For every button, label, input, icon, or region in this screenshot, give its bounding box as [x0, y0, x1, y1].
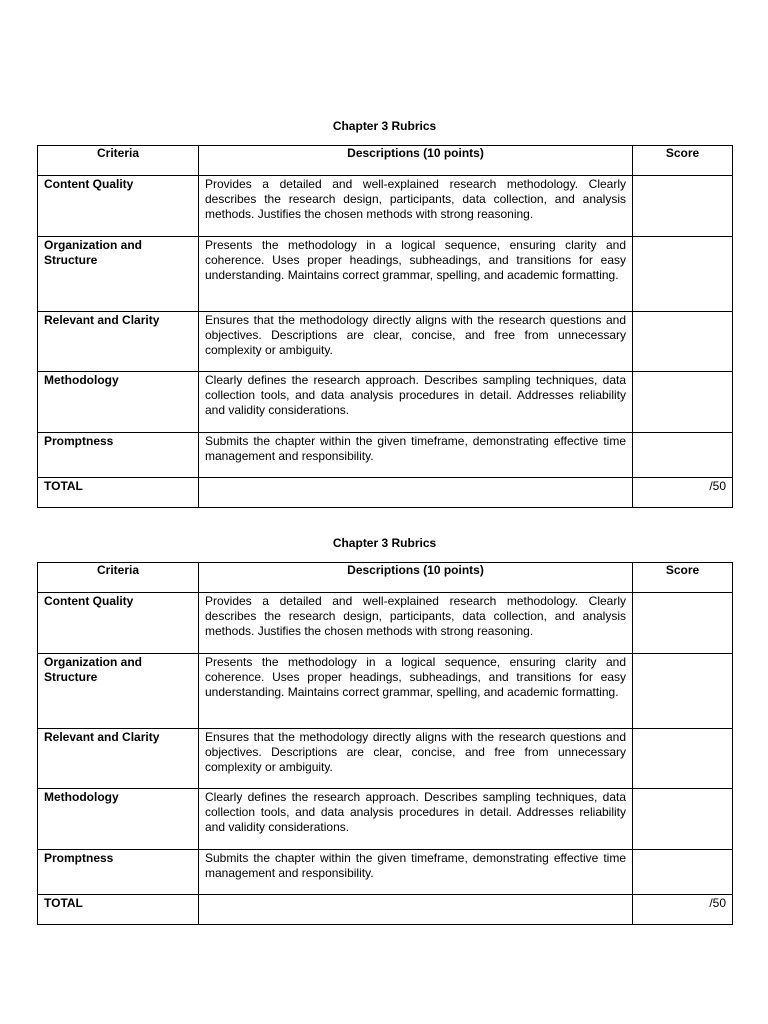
table-row [38, 237, 733, 312]
criteria-cell: Organization and Structure [38, 654, 199, 729]
table-row [38, 312, 733, 372]
table-header-row [38, 563, 733, 593]
description-cell: Clearly defines the research approach. Describes sampling techniques, data collection tools, and data analysis procedures in detail. Addresses reliability and validity considerations. [199, 372, 633, 433]
rubric-table [37, 145, 733, 508]
score-header: Score [633, 146, 733, 176]
score-cell[interactable] [633, 654, 733, 729]
criteria-cell: Content Quality [38, 176, 199, 237]
table-row [38, 850, 733, 895]
total-description-cell [199, 895, 633, 925]
score-cell[interactable] [633, 176, 733, 237]
table-row [38, 176, 733, 237]
rubric-table [37, 562, 733, 925]
criteria-cell: Methodology [38, 372, 199, 433]
total-score: /50 [633, 895, 733, 925]
descriptions-header: Descriptions (10 points) [199, 146, 633, 176]
total-label: TOTAL [38, 895, 199, 925]
table-row [38, 654, 733, 729]
total-description-cell [199, 478, 633, 508]
table-header-row [38, 146, 733, 176]
description-cell: Provides a detailed and well-explained research methodology. Clearly describes the research design, participants, data collection, and analysis methods. Justifies the chosen methods with strong reasoning. [199, 593, 633, 654]
score-cell[interactable] [633, 789, 733, 850]
description-cell: Clearly defines the research approach. Describes sampling techniques, data collection tools, and data analysis procedures in detail. Addresses reliability and validity considerations. [199, 789, 633, 850]
description-cell: Provides a detailed and well-explained research methodology. Clearly describes the research design, participants, data collection, and analysis methods. Justifies the chosen methods with strong reasoning. [199, 176, 633, 237]
criteria-cell: Relevant and Clarity [38, 729, 199, 789]
criteria-cell: Promptness [38, 850, 199, 895]
rubric-block [37, 536, 732, 925]
criteria-header: Criteria [38, 563, 199, 593]
score-cell[interactable] [633, 372, 733, 433]
score-header: Score [633, 563, 733, 593]
total-label: TOTAL [38, 478, 199, 508]
rubric-title: Chapter 3 Rubrics [332, 536, 437, 550]
criteria-cell: Content Quality [38, 593, 199, 654]
table-row [38, 729, 733, 789]
description-cell: Submits the chapter within the given timeframe, demonstrating effective time management and responsibility. [199, 850, 633, 895]
table-row [38, 789, 733, 850]
score-cell[interactable] [633, 729, 733, 789]
rubric-title: Chapter 3 Rubrics [332, 119, 437, 133]
criteria-cell: Promptness [38, 433, 199, 478]
description-cell: Presents the methodology in a logical sequence, ensuring clarity and coherence. Uses proper headings, subheadings, and transitions for easy understanding. Maintains correct grammar, spelling, and academic formatting. [199, 237, 633, 312]
table-row [38, 593, 733, 654]
score-cell[interactable] [633, 850, 733, 895]
total-row [38, 895, 733, 925]
total-row [38, 478, 733, 508]
criteria-header: Criteria [38, 146, 199, 176]
description-cell: Ensures that the methodology directly aligns with the research questions and objectives. Descriptions are clear, concise, and free from unnecessary complexity or ambiguity. [199, 729, 633, 789]
table-row [38, 372, 733, 433]
score-cell[interactable] [633, 593, 733, 654]
criteria-cell: Relevant and Clarity [38, 312, 199, 372]
rubric-block [37, 119, 732, 508]
criteria-cell: Methodology [38, 789, 199, 850]
description-cell: Presents the methodology in a logical sequence, ensuring clarity and coherence. Uses proper headings, subheadings, and transitions for easy understanding. Maintains correct grammar, spelling, and academic formatting. [199, 654, 633, 729]
criteria-cell: Organization and Structure [38, 237, 199, 312]
table-row [38, 433, 733, 478]
descriptions-header: Descriptions (10 points) [199, 563, 633, 593]
score-cell[interactable] [633, 237, 733, 312]
description-cell: Submits the chapter within the given timeframe, demonstrating effective time management and responsibility. [199, 433, 633, 478]
total-score: /50 [633, 478, 733, 508]
score-cell[interactable] [633, 312, 733, 372]
description-cell: Ensures that the methodology directly aligns with the research questions and objectives. Descriptions are clear, concise, and free from unnecessary complexity or ambiguity. [199, 312, 633, 372]
score-cell[interactable] [633, 433, 733, 478]
